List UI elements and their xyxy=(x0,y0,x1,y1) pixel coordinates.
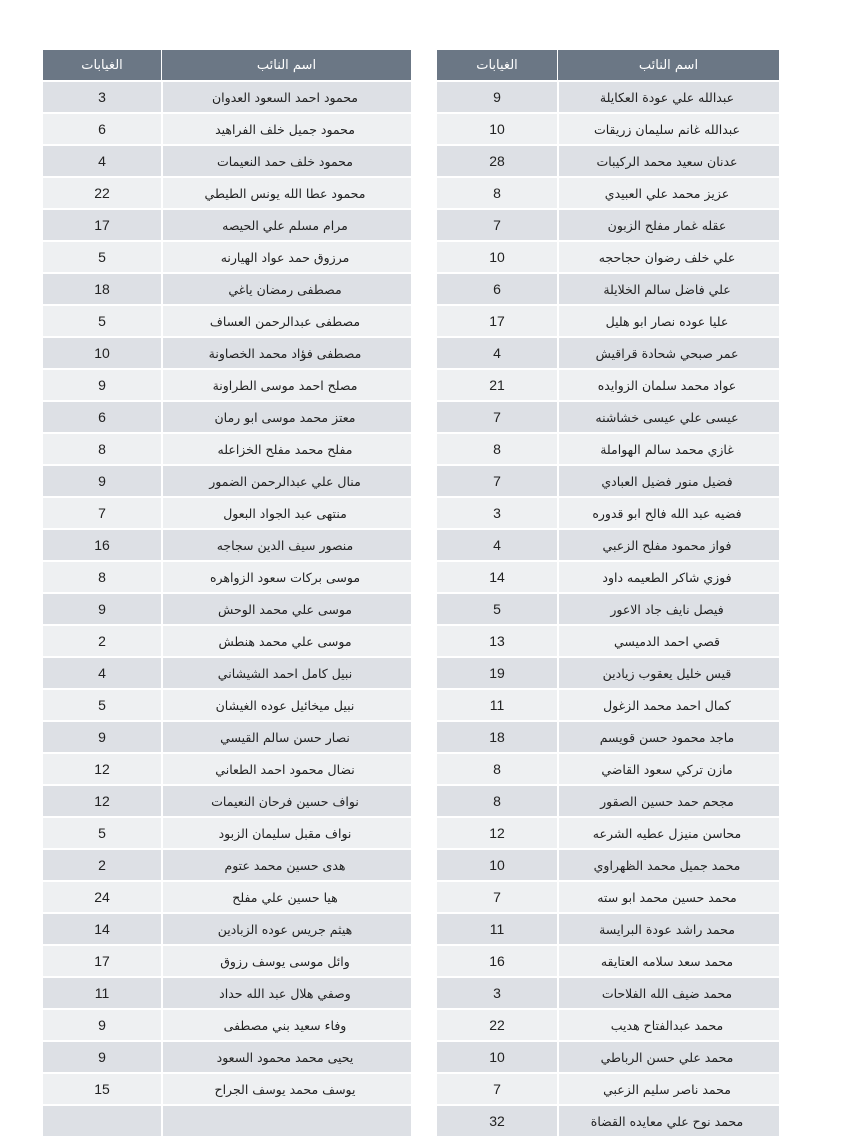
absences-cell: 5 xyxy=(43,242,161,272)
absences-cell: 6 xyxy=(43,114,161,144)
deputy-name-cell: عقله غمار مفلح الزبون xyxy=(557,210,779,240)
table-row xyxy=(437,498,779,528)
absences-cell: 16 xyxy=(43,530,161,560)
deputy-name-cell: محمد عبدالفتاح هديب xyxy=(557,1010,779,1040)
deputy-name-cell: عبدالله علي عودة العكايلة xyxy=(557,82,779,112)
deputy-name-cell: فضيه عبد الله فالح ابو قدوره xyxy=(557,498,779,528)
table-row xyxy=(43,370,411,400)
table-row xyxy=(43,626,411,656)
deputy-name-cell: هيثم جريس عوده الزبادين xyxy=(161,914,411,944)
absences-cell: 9 xyxy=(43,466,161,496)
deputy-name-cell: نواف مقبل سليمان الزبود xyxy=(161,818,411,848)
table-row xyxy=(437,242,779,272)
deputy-name-cell: هدى حسين محمد عتوم xyxy=(161,850,411,880)
table-row xyxy=(43,1074,411,1104)
deputy-name-cell: محمود خلف حمد النعيمات xyxy=(161,146,411,176)
deputy-name-cell: كمال احمد محمد الزغول xyxy=(557,690,779,720)
absences-cell: 3 xyxy=(437,498,557,528)
deputy-name-cell: غازي محمد سالم الهواملة xyxy=(557,434,779,464)
deputy-name-cell: وفاء سعيد بني مصطفى xyxy=(161,1010,411,1040)
deputy-name-cell: مصلح احمد موسى الطراونة xyxy=(161,370,411,400)
table-row xyxy=(43,594,411,624)
absences-cell: 12 xyxy=(43,786,161,816)
table-row xyxy=(43,882,411,912)
deputy-name-cell: فيصل نايف جاد الاعور xyxy=(557,594,779,624)
table-row xyxy=(437,914,779,944)
deputy-name-cell: موسى علي محمد الوحش xyxy=(161,594,411,624)
deputy-name-cell: عواد محمد سلمان الزوايده xyxy=(557,370,779,400)
name-column-header: اسم النائب xyxy=(161,50,411,80)
deputy-name-cell: علي فاضل سالم الخلايلة xyxy=(557,274,779,304)
left-attendance-table xyxy=(43,48,411,1138)
deputy-name-cell: وائل موسى يوسف رزوق xyxy=(161,946,411,976)
deputy-name-cell: قصي احمد الدميسي xyxy=(557,626,779,656)
deputy-name-cell: مرزوق حمد عواد الهيارنه xyxy=(161,242,411,272)
table-row xyxy=(43,562,411,592)
absences-cell: 18 xyxy=(437,722,557,752)
absences-cell: 3 xyxy=(43,82,161,112)
deputy-name-cell: وصفي هلال عبد الله حداد xyxy=(161,978,411,1008)
table-row xyxy=(437,210,779,240)
table-row xyxy=(437,594,779,624)
deputy-name-cell: عزيز محمد علي العبيدي xyxy=(557,178,779,208)
absences-cell: 6 xyxy=(437,274,557,304)
deputy-name-cell: عيسى علي عيسى خشاشنه xyxy=(557,402,779,432)
deputy-name-cell: مصطفى عبدالرحمن العساف xyxy=(161,306,411,336)
table-row xyxy=(437,402,779,432)
table-row xyxy=(43,114,411,144)
absences-cell: 32 xyxy=(437,1106,557,1136)
absences-cell: 9 xyxy=(43,1042,161,1072)
deputy-name-cell: نواف حسين فرحان النعيمات xyxy=(161,786,411,816)
table-row xyxy=(437,722,779,752)
table-row xyxy=(437,882,779,912)
table-row xyxy=(43,274,411,304)
deputy-name-cell: مفلح محمد مفلح الخزاعله xyxy=(161,434,411,464)
absences-cell: 9 xyxy=(43,722,161,752)
deputy-name-cell: مازن تركي سعود القاضي xyxy=(557,754,779,784)
table-row xyxy=(43,434,411,464)
table-row xyxy=(43,786,411,816)
table-row xyxy=(437,306,779,336)
table-row xyxy=(437,562,779,592)
deputy-name-cell: محمد راشد عودة البرايسة xyxy=(557,914,779,944)
absences-cell: 8 xyxy=(437,786,557,816)
absences-cell: 9 xyxy=(437,82,557,112)
table-row xyxy=(43,754,411,784)
table-row xyxy=(437,1042,779,1072)
table-row xyxy=(437,818,779,848)
absences-cell: 24 xyxy=(43,882,161,912)
table-row xyxy=(43,466,411,496)
name-column-header: اسم النائب xyxy=(557,50,779,80)
table-row xyxy=(43,530,411,560)
absences-cell: 4 xyxy=(437,338,557,368)
absences-cell: 7 xyxy=(43,498,161,528)
table-row xyxy=(43,978,411,1008)
deputy-name-cell: فضيل منور فضيل العبادي xyxy=(557,466,779,496)
absences-cell: 17 xyxy=(437,306,557,336)
table-row xyxy=(437,658,779,688)
deputy-name-cell: محمد حسين محمد ابو سته xyxy=(557,882,779,912)
table-row xyxy=(437,530,779,560)
deputy-name-cell: عدنان سعيد محمد الركيبات xyxy=(557,146,779,176)
absences-cell: 8 xyxy=(437,754,557,784)
deputy-name-cell: محمد ضيف الله الفلاحات xyxy=(557,978,779,1008)
table-row xyxy=(43,722,411,752)
table-row xyxy=(437,690,779,720)
absences-cell: 9 xyxy=(43,370,161,400)
deputy-name-cell: محمد سعد سلامه العتايقه xyxy=(557,946,779,976)
deputy-name-cell: يحيى محمد محمود السعود xyxy=(161,1042,411,1072)
table-row xyxy=(437,114,779,144)
absences-cell: 5 xyxy=(437,594,557,624)
absences-cell: 11 xyxy=(43,978,161,1008)
deputy-name-cell: فوزي شاكر الطعيمه داود xyxy=(557,562,779,592)
absences-cell: 10 xyxy=(437,114,557,144)
absences-cell: 17 xyxy=(43,210,161,240)
deputy-name-cell: محمود احمد السعود العدوان xyxy=(161,82,411,112)
table-row xyxy=(437,82,779,112)
table-row xyxy=(43,498,411,528)
deputy-name-cell: محمود جميل خلف الفراهيد xyxy=(161,114,411,144)
deputy-name-cell: محمد جميل محمد الظهراوي xyxy=(557,850,779,880)
absences-cell: 10 xyxy=(437,242,557,272)
absences-cell: 4 xyxy=(437,530,557,560)
table-row xyxy=(437,434,779,464)
absences-cell: 17 xyxy=(43,946,161,976)
deputy-name-cell: هيا حسين علي مفلح xyxy=(161,882,411,912)
absences-cell: 5 xyxy=(43,818,161,848)
deputy-name-cell: عليا عوده نصار ابو هليل xyxy=(557,306,779,336)
deputy-name-cell: عمر صبحي شحادة قراقيش xyxy=(557,338,779,368)
table-row xyxy=(43,946,411,976)
absences-cell: 22 xyxy=(437,1010,557,1040)
deputy-name-cell: فواز محمود مفلح الزعبي xyxy=(557,530,779,560)
table-row xyxy=(437,178,779,208)
absences-cell: 16 xyxy=(437,946,557,976)
table-row xyxy=(43,178,411,208)
table-row xyxy=(43,658,411,688)
deputy-name-cell: مصطفى فؤاد محمد الخصاونة xyxy=(161,338,411,368)
absences-cell: 14 xyxy=(437,562,557,592)
deputy-name-cell: مصطفى رمضان ياغي xyxy=(161,274,411,304)
table-row xyxy=(437,370,779,400)
deputy-name-cell: مجحم حمد حسين الصقور xyxy=(557,786,779,816)
table-header-row xyxy=(437,50,779,80)
absences-cell: 21 xyxy=(437,370,557,400)
table-row xyxy=(437,786,779,816)
absences-cell: 22 xyxy=(43,178,161,208)
absences-cell: 7 xyxy=(437,402,557,432)
table-row xyxy=(437,466,779,496)
absences-cell: 5 xyxy=(43,306,161,336)
deputy-name-cell: نضال محمود احمد الطعاني xyxy=(161,754,411,784)
absences-cell: 3 xyxy=(437,978,557,1008)
absences-cell: 11 xyxy=(437,690,557,720)
deputy-name-cell: نبيل كامل احمد الشيشاني xyxy=(161,658,411,688)
absences-cell: 14 xyxy=(43,914,161,944)
table-row xyxy=(43,338,411,368)
absences-cell: 4 xyxy=(43,146,161,176)
absences-column-header: الغيابات xyxy=(437,50,557,80)
table-row xyxy=(43,1106,411,1136)
table-row xyxy=(43,210,411,240)
absences-cell: 2 xyxy=(43,626,161,656)
deputy-name-cell: محمود عطا الله يونس الطيطي xyxy=(161,178,411,208)
deputy-name-cell: محاسن منيزل عطيه الشرعه xyxy=(557,818,779,848)
absences-cell xyxy=(43,1106,161,1136)
absences-cell: 7 xyxy=(437,882,557,912)
table-row xyxy=(43,850,411,880)
table-row xyxy=(43,242,411,272)
deputy-name-cell: موسى علي محمد هنطش xyxy=(161,626,411,656)
table-row xyxy=(437,1106,779,1136)
table-row xyxy=(437,146,779,176)
absences-cell: 7 xyxy=(437,1074,557,1104)
deputy-name-cell: منال علي عبدالرحمن الضمور xyxy=(161,466,411,496)
table-row xyxy=(437,1074,779,1104)
deputy-name-cell: محمد نوح علي معايده القضاة xyxy=(557,1106,779,1136)
table-row xyxy=(43,82,411,112)
deputy-name-cell: عبدالله غانم سليمان زريقات xyxy=(557,114,779,144)
deputy-name-cell: محمد علي حسن الرباطي xyxy=(557,1042,779,1072)
absences-cell: 28 xyxy=(437,146,557,176)
deputy-name-cell: ماجد محمود حسن قويسم xyxy=(557,722,779,752)
table-row xyxy=(437,274,779,304)
absences-cell: 8 xyxy=(437,178,557,208)
table-row xyxy=(437,626,779,656)
table-row xyxy=(43,1042,411,1072)
absences-cell: 12 xyxy=(437,818,557,848)
right-table-body xyxy=(437,82,779,1136)
deputy-name-cell: منصور سيف الدين سجاجه xyxy=(161,530,411,560)
deputy-name-cell xyxy=(161,1106,411,1136)
deputy-name-cell: علي خلف رضوان حجاحجه xyxy=(557,242,779,272)
left-table-body xyxy=(43,82,411,1136)
absences-cell: 8 xyxy=(43,562,161,592)
deputy-name-cell: محمد ناصر سليم الزعبي xyxy=(557,1074,779,1104)
absences-cell: 12 xyxy=(43,754,161,784)
absences-cell: 7 xyxy=(437,210,557,240)
absences-cell: 10 xyxy=(43,338,161,368)
absences-cell: 10 xyxy=(437,1042,557,1072)
table-row xyxy=(43,146,411,176)
table-row xyxy=(43,818,411,848)
deputy-name-cell: معتز محمد موسى ابو رمان xyxy=(161,402,411,432)
absences-cell: 8 xyxy=(43,434,161,464)
table-header-row xyxy=(43,50,411,80)
absences-cell: 2 xyxy=(43,850,161,880)
table-row xyxy=(43,690,411,720)
absences-cell: 11 xyxy=(437,914,557,944)
absences-cell: 6 xyxy=(43,402,161,432)
table-row xyxy=(43,914,411,944)
deputy-name-cell: قيس خليل يعقوب زيادين xyxy=(557,658,779,688)
absences-cell: 19 xyxy=(437,658,557,688)
deputy-name-cell: منتهى عبد الجواد البعول xyxy=(161,498,411,528)
absences-cell: 13 xyxy=(437,626,557,656)
absences-column-header: الغيابات xyxy=(43,50,161,80)
absences-cell: 18 xyxy=(43,274,161,304)
absences-cell: 8 xyxy=(437,434,557,464)
absences-cell: 4 xyxy=(43,658,161,688)
table-row xyxy=(437,946,779,976)
deputy-name-cell: نبيل ميخائيل عوده الغيشان xyxy=(161,690,411,720)
deputy-name-cell: موسى بركات سعود الزواهره xyxy=(161,562,411,592)
table-row xyxy=(43,1010,411,1040)
right-attendance-table xyxy=(437,48,779,1138)
deputy-name-cell: نصار حسن سالم القيسي xyxy=(161,722,411,752)
table-row xyxy=(43,402,411,432)
table-row xyxy=(437,850,779,880)
table-row xyxy=(437,754,779,784)
absences-cell: 10 xyxy=(437,850,557,880)
absences-cell: 9 xyxy=(43,1010,161,1040)
deputy-name-cell: مرام مسلم علي الحيصه xyxy=(161,210,411,240)
table-row xyxy=(437,1010,779,1040)
absences-cell: 15 xyxy=(43,1074,161,1104)
absences-cell: 7 xyxy=(437,466,557,496)
table-row xyxy=(437,978,779,1008)
deputy-name-cell: يوسف محمد يوسف الجراح xyxy=(161,1074,411,1104)
table-row xyxy=(43,306,411,336)
table-row xyxy=(437,338,779,368)
absences-cell: 5 xyxy=(43,690,161,720)
absences-cell: 9 xyxy=(43,594,161,624)
